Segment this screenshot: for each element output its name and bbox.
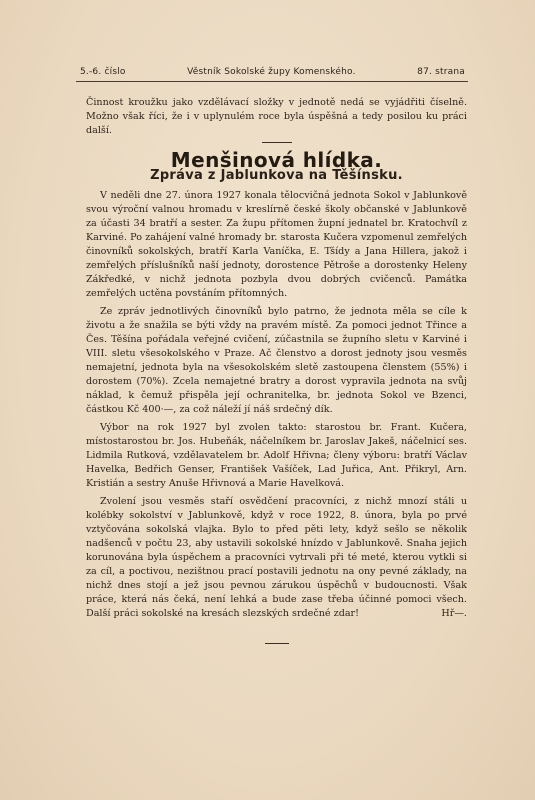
paragraph-history-text: Zvolení jsou vesměs staří osvědčení pracovníci, z nichž mnozí stáli u kolébky sokolství v Jablunkově, když v roce 1922, 8. února, byla po prvé vztyčována sokolská vlajka. Bylo to před pěti lety, když sešlo se několik nadšenců v počtu 23, aby ustavili sokolské hnízdo v Jablunkově. Snaha jejich korunována byla úspěchem a pracovníci vytrvali při té meté, kterou vytkli si za cíl, a poctivou, nezištnou prací postavili jednotu na ony pevné základy, na nichž dnes stojí a jež jsou pevnou zárukou úspěchů v budoucnosti. Však práce, která nás čeká, není lehká a bude zase třeba účinné pomoci všech. Další práci sokolské na kresách slezských srdečné zdar!	[86, 496, 467, 619]
article-body	[86, 96, 467, 644]
paragraph-activity-reports: Ze zpráv jednotlivých činovníků bylo patrno, že jednota měla se cíle k životu a že snažila se býti vždy na pravém místě. Za pomoci jednot Třince a Čes. Těšína pořádala veřejné cvičení, zúčastnila se župního sletu v Karviné i VIII. sletu všesokolského v Praze. Ač členstvo a dorost jednoty jsou vesměs nemajetní, jednota byla na všesokolském sletě zastoupena členstem (55%) i dorostem (70%). Zcela nemajetné bratry a dorost vypravila jednota na svůj náklad, k čemuž přispěla její ochranitelka, br. jednota Sokol ve Bzenci, částkou Kč 400·—, za což náleží jí náš srdečný dík.	[86, 306, 467, 415]
page-number: 87. strana	[417, 67, 465, 77]
running-header	[80, 67, 465, 77]
end-rule	[265, 643, 289, 644]
author-signature: Hř—.	[441, 608, 467, 619]
header-rule	[76, 81, 468, 82]
paragraph-general-meeting: V neděli dne 27. února 1927 konala tělocvičná jednota Sokol v Jablunkově svou výroční valnou hromadu v kreslírně české školy občanské v Jablunkově za účasti 34 bratří a sester. Za župu přítomen župní jednatel br. Kratochvíl z Karviné. Po zahájení valné hromady br. starosta Kučera vzpomenul zemřelých činovníků sokolských, bratří Karla Vaníčka, E. Tšídy a Jana Hillera, jakož i zemřelých příslušníků naší jednoty, dorostence Pětroše a dorostenky Heleny Zákředké, v nichž jednota pozbyla dvou dobrých cvičenců. Památka zemřelých uctěna povstáním přítomných.	[86, 190, 467, 299]
journal-title: Věstník Sokolské župy Komenského.	[187, 67, 356, 77]
separator-rule	[262, 142, 292, 143]
intro-paragraph: Činnost kroužku jako vzdělávací složky v jednotě nedá se vyjádřiti číselně. Možno však říci, že i v uplynulém roce byla úspěšná a tedy posilou ku práci další.	[86, 97, 467, 136]
section-title: Menšinová hlídka.	[170, 148, 383, 172]
paragraph-committee: Výbor na rok 1927 byl zvolen takto: starostou br. Frant. Kučera, místostarostou br. Jos. Hubeňák, náčelníkem br. Jaroslav Jakeš, náčelnicí ses. Lidmila Rutková, vzdělavatelem br. Adolf Hřivna; členy výboru: bratří Václav Havelka, Bedřich Genser, František Vašíček, Lad Juřica, Ant. Přikryl, Arn. Kristián a sestry Anuše Hřivnová a Marie Havelková.	[86, 422, 467, 489]
article-subtitle: Zpráva z Jablunkova na Těšínsku.	[150, 168, 403, 183]
issue-number: 5.-6. číslo	[80, 67, 126, 77]
paragraph-history	[86, 495, 467, 621]
